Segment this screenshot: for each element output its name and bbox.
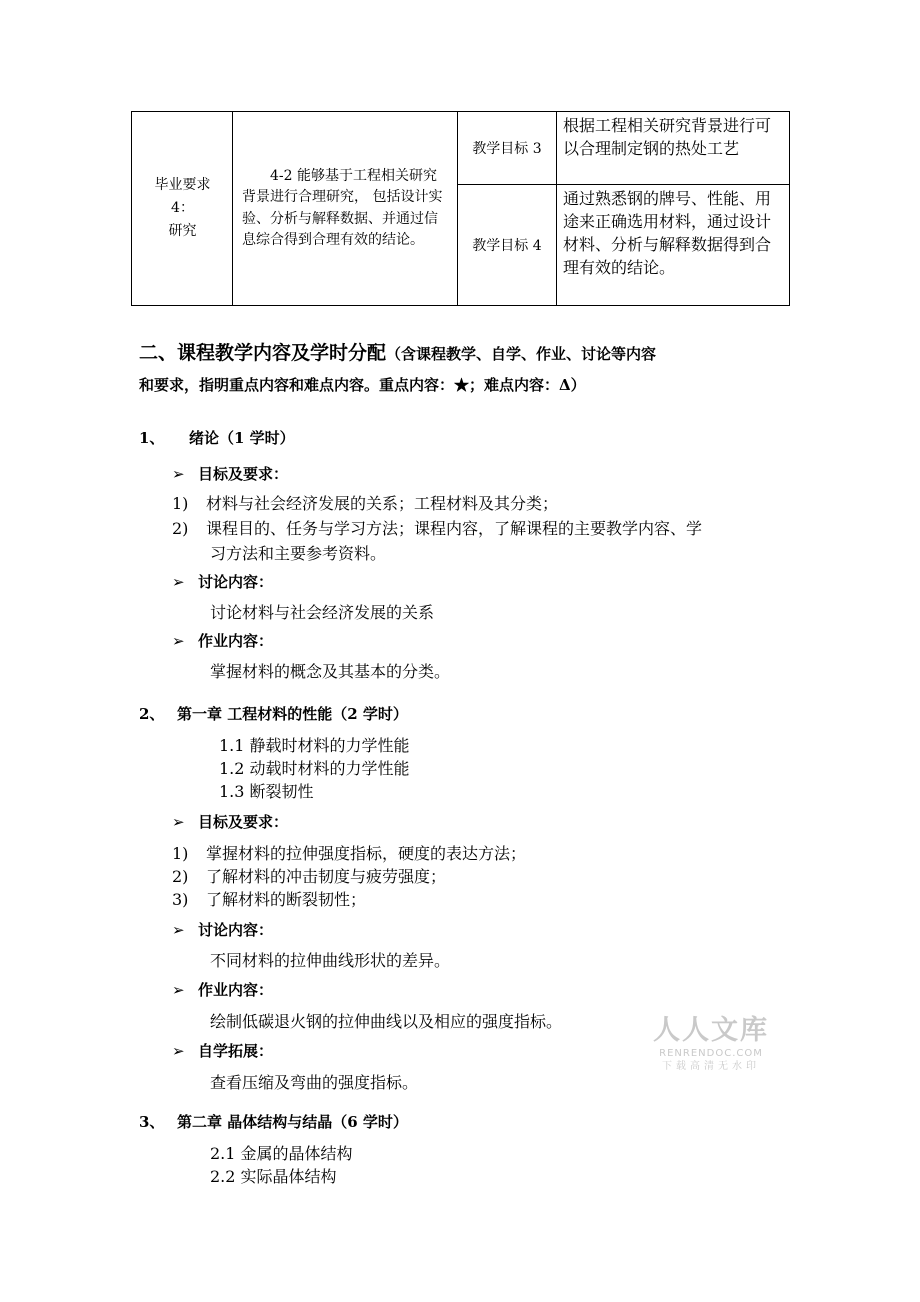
goal-label-cell — [458, 185, 556, 305]
arrow-icon: ➢ — [172, 813, 185, 831]
indicator-text: 4-2 能够基于工程相关研究背景进行合理研究， 包括设计实验、分析与解释数据、并通过信息综合得到合理有效的结论。 — [242, 167, 443, 248]
discussion-text: 讨论材料与社会经济发展的关系 — [210, 603, 435, 622]
subsection: 2.2 实际晶体结构 — [210, 1167, 337, 1186]
list-item — [172, 516, 702, 539]
arrow-icon: ➢ — [172, 632, 185, 650]
item-number: 3) — [172, 890, 189, 909]
bullet-label: 作业内容： — [198, 981, 274, 999]
goal-desc: 通过熟悉钢的牌号、性能、用途来正确选用材料，通过设计材料、分析与解释数据得到合理有效的结论。 — [563, 189, 772, 277]
section-title: 二、课程教学内容及学时分配 — [139, 342, 387, 364]
item-number: 1) — [172, 844, 189, 863]
chapter-title: 第二章 晶体结构与结晶（6 学时） — [177, 1113, 408, 1131]
bullet-discussion — [172, 571, 273, 592]
discussion-text: 不同材料的拉伸曲线形状的差异。 — [210, 951, 451, 970]
subsection: 1.1 静载时材料的力学性能 — [219, 736, 410, 755]
list-item — [172, 841, 526, 864]
bullet-label: 目标及要求： — [198, 813, 289, 831]
arrow-icon: ➢ — [172, 465, 185, 483]
requirement-line: 毕业要求 — [154, 177, 211, 193]
chapter-number: 1、 — [139, 429, 165, 447]
bullet-label: 讨论内容： — [198, 921, 274, 939]
bullet-homework — [172, 630, 273, 651]
arrow-icon: ➢ — [172, 981, 185, 999]
chapter-title: 第一章 工程材料的性能（2 学时） — [177, 705, 408, 723]
arrow-icon: ➢ — [172, 573, 185, 591]
section-note: （含课程教学、自学、作业、讨论等内容 — [386, 345, 657, 363]
list-item — [172, 887, 366, 910]
watermark-logo — [650, 1015, 772, 1074]
chapter-title: 绪论（1 学时） — [189, 429, 295, 447]
watermark-slogan: 下载高清无水印 — [662, 1061, 760, 1072]
bullet-label: 自学拓展： — [198, 1042, 274, 1060]
goal-label: 教学目标 4 — [472, 238, 542, 254]
chapter-heading — [139, 1111, 408, 1132]
item-number: 2) — [172, 519, 189, 538]
chapter-number: 3、 — [139, 1113, 165, 1131]
list-item — [172, 864, 446, 887]
requirement-line: 4： — [171, 200, 194, 216]
item-number: 1) — [172, 494, 189, 513]
homework-text: 绘制低碳退火钢的拉伸曲线以及相应的强度指标。 — [210, 1012, 563, 1031]
homework-text: 掌握材料的概念及其基本的分类。 — [210, 662, 451, 681]
item-text: 了解材料的断裂韧性； — [206, 890, 367, 909]
subsection: 2.1 金属的晶体结构 — [210, 1144, 353, 1163]
chapter-number: 2、 — [139, 705, 165, 723]
item-text: 课程目的、任务与学习方法；课程内容，了解课程的主要教学内容、学 — [206, 519, 703, 538]
requirement-line: 研究 — [168, 223, 197, 239]
item-number: 2) — [172, 867, 189, 886]
item-text: 材料与社会经济发展的关系；工程材料及其分类； — [206, 494, 559, 513]
bullet-label: 讨论内容： — [198, 573, 274, 591]
bullet-label: 作业内容： — [198, 632, 274, 650]
subsection: 1.2 动载时材料的力学性能 — [219, 759, 410, 778]
bullet-goals — [172, 811, 288, 832]
list-item — [172, 491, 558, 514]
item-text: 了解材料的冲击韧度与疲劳强度； — [206, 867, 447, 886]
watermark-domain: RENRENDOC.COM — [659, 1048, 763, 1059]
bullet-goals — [172, 463, 288, 484]
chapter-heading — [139, 427, 295, 448]
goal-desc: 根据工程相关研究背景进行可以合理制定钢的热处工艺 — [563, 116, 772, 158]
watermark-name: 人人文库 — [653, 1015, 769, 1046]
bullet-homework — [172, 979, 273, 1000]
bullet-label: 目标及要求： — [198, 465, 289, 483]
goal-label: 教学目标 3 — [472, 141, 542, 157]
goal-desc-cell — [557, 185, 789, 305]
arrow-icon: ➢ — [172, 1042, 185, 1060]
goal-label-cell — [458, 112, 556, 184]
subsection: 1.3 断裂韧性 — [219, 782, 314, 801]
self-study-text: 查看压缩及弯曲的强度指标。 — [210, 1073, 419, 1092]
goal-desc-cell — [557, 112, 789, 184]
section-heading — [139, 338, 656, 365]
indicator-cell — [234, 112, 458, 305]
arrow-icon: ➢ — [172, 921, 185, 939]
requirement-cell — [132, 112, 233, 305]
bullet-discussion — [172, 919, 273, 940]
objectives-table — [131, 111, 790, 306]
list-item-continuation: 习方法和主要参考资料。 — [210, 544, 387, 563]
section-note-line2: 和要求，指明重点内容和难点内容。重点内容：★；难点内容：Δ） — [139, 376, 586, 394]
chapter-heading — [139, 703, 408, 724]
bullet-self-study — [172, 1040, 273, 1061]
item-text: 掌握材料的拉伸强度指标，硬度的表达方法； — [206, 844, 527, 863]
